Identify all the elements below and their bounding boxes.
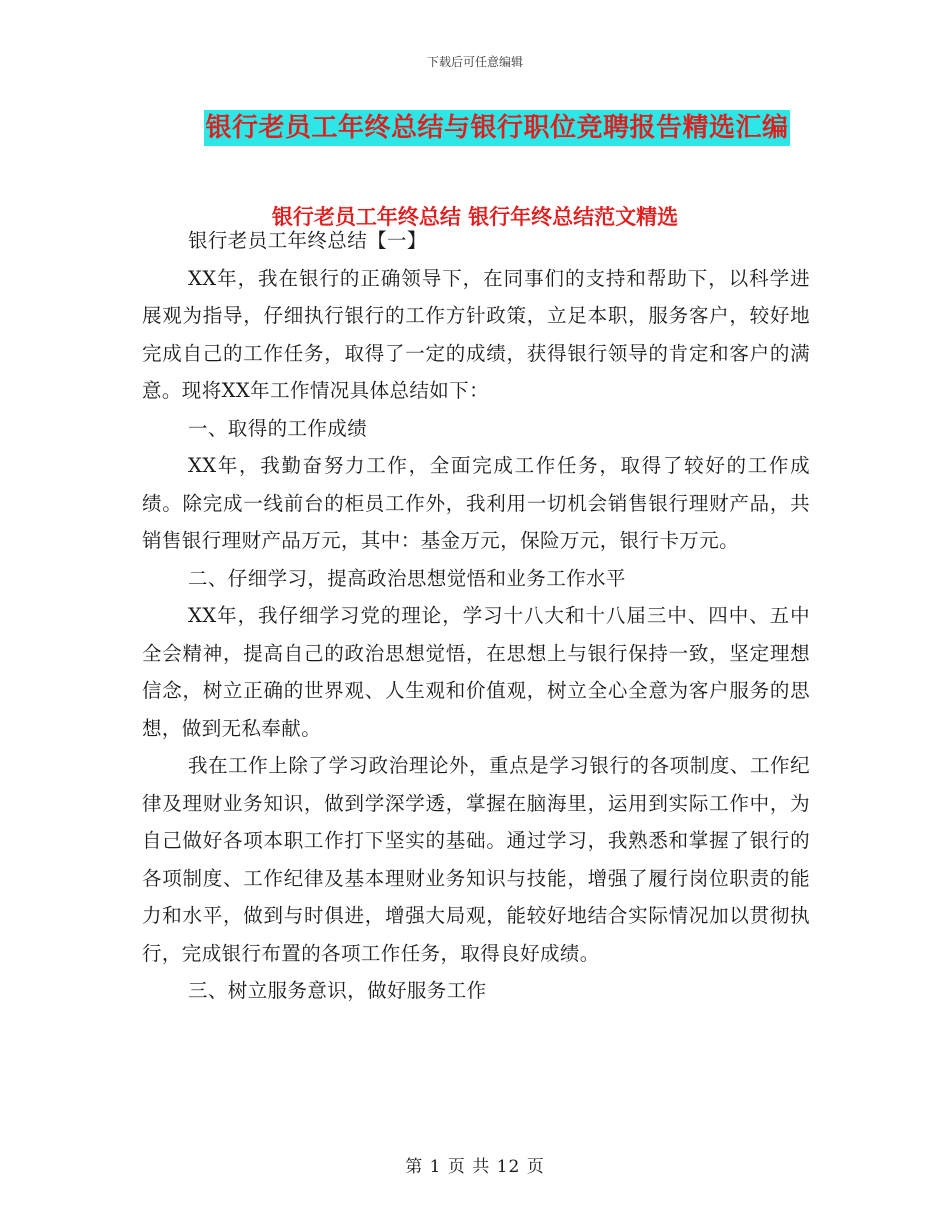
page-number: 第 1 页 共 12 页 (405, 1157, 545, 1177)
header-note: 下载后可任意编辑 (426, 55, 523, 69)
body-paragraph: XX年，我在银行的正确领导下，在同事们的支持和帮助下，以科学进展观为指导，仔细执行银行的工作方针政策，立足本职，服务客户，较好地完成自己的工作任务，取得了一定的成绩，获得银行领导的肯定和客户的满意。现将XX年工作情况具体总结如下： (142, 266, 810, 402)
section-heading: 银行老员工年终总结【一】 (188, 229, 427, 252)
main-title: 银行老员工年终总结与银行职位竞聘报告精选汇编 (204, 110, 789, 146)
body-paragraph: 我在工作上除了学习政治理论外，重点是学习银行的各项制度、工作纪律及理财业务知识，做到学深学透，掌握在脑海里，运用到实际工作中，为自己做好各项本职工作打下坚实的基础。通过学习，我熟悉和掌握了银行的各项制度、工作纪律及基本理财业务知识与技能，增强了履行岗位职责的能力和水平，做到与时俱进，增强大局观，能较好地结合实际情况加以贯彻执行，完成银行布置的各项工作任务，取得良好成绩。 (142, 754, 810, 965)
sub-title: 银行老员工年终总结 银行年终总结范文精选 (271, 205, 679, 229)
body-paragraph: XX年，我仔细学习党的理论，学习十八大和十八届三中、四中、五中全会精神，提高自己的政治思想觉悟，在思想上与银行保持一致，坚定理想信念，树立正确的世界观、人生观和价值观，树立全心全意为客户服务的思想，做到无私奉献。 (142, 604, 810, 740)
section-heading: 二、仔细学习，提高政治思想觉悟和业务工作水平 (188, 566, 626, 590)
section-heading: 一、取得的工作成绩 (188, 416, 368, 440)
section-heading: 三、树立服务意识，做好服务工作 (188, 979, 487, 1002)
main-title-wrap (0, 110, 950, 146)
document-body (142, 222, 810, 1010)
body-paragraph: XX年，我勤奋努力工作，全面完成工作任务，取得了较好的工作成绩。除完成一线前台的柜员工作外，我利用一切机会销售银行理财产品，共销售银行理财产品万元，其中：基金万元，保险万元，银行卡万元。 (142, 454, 810, 552)
